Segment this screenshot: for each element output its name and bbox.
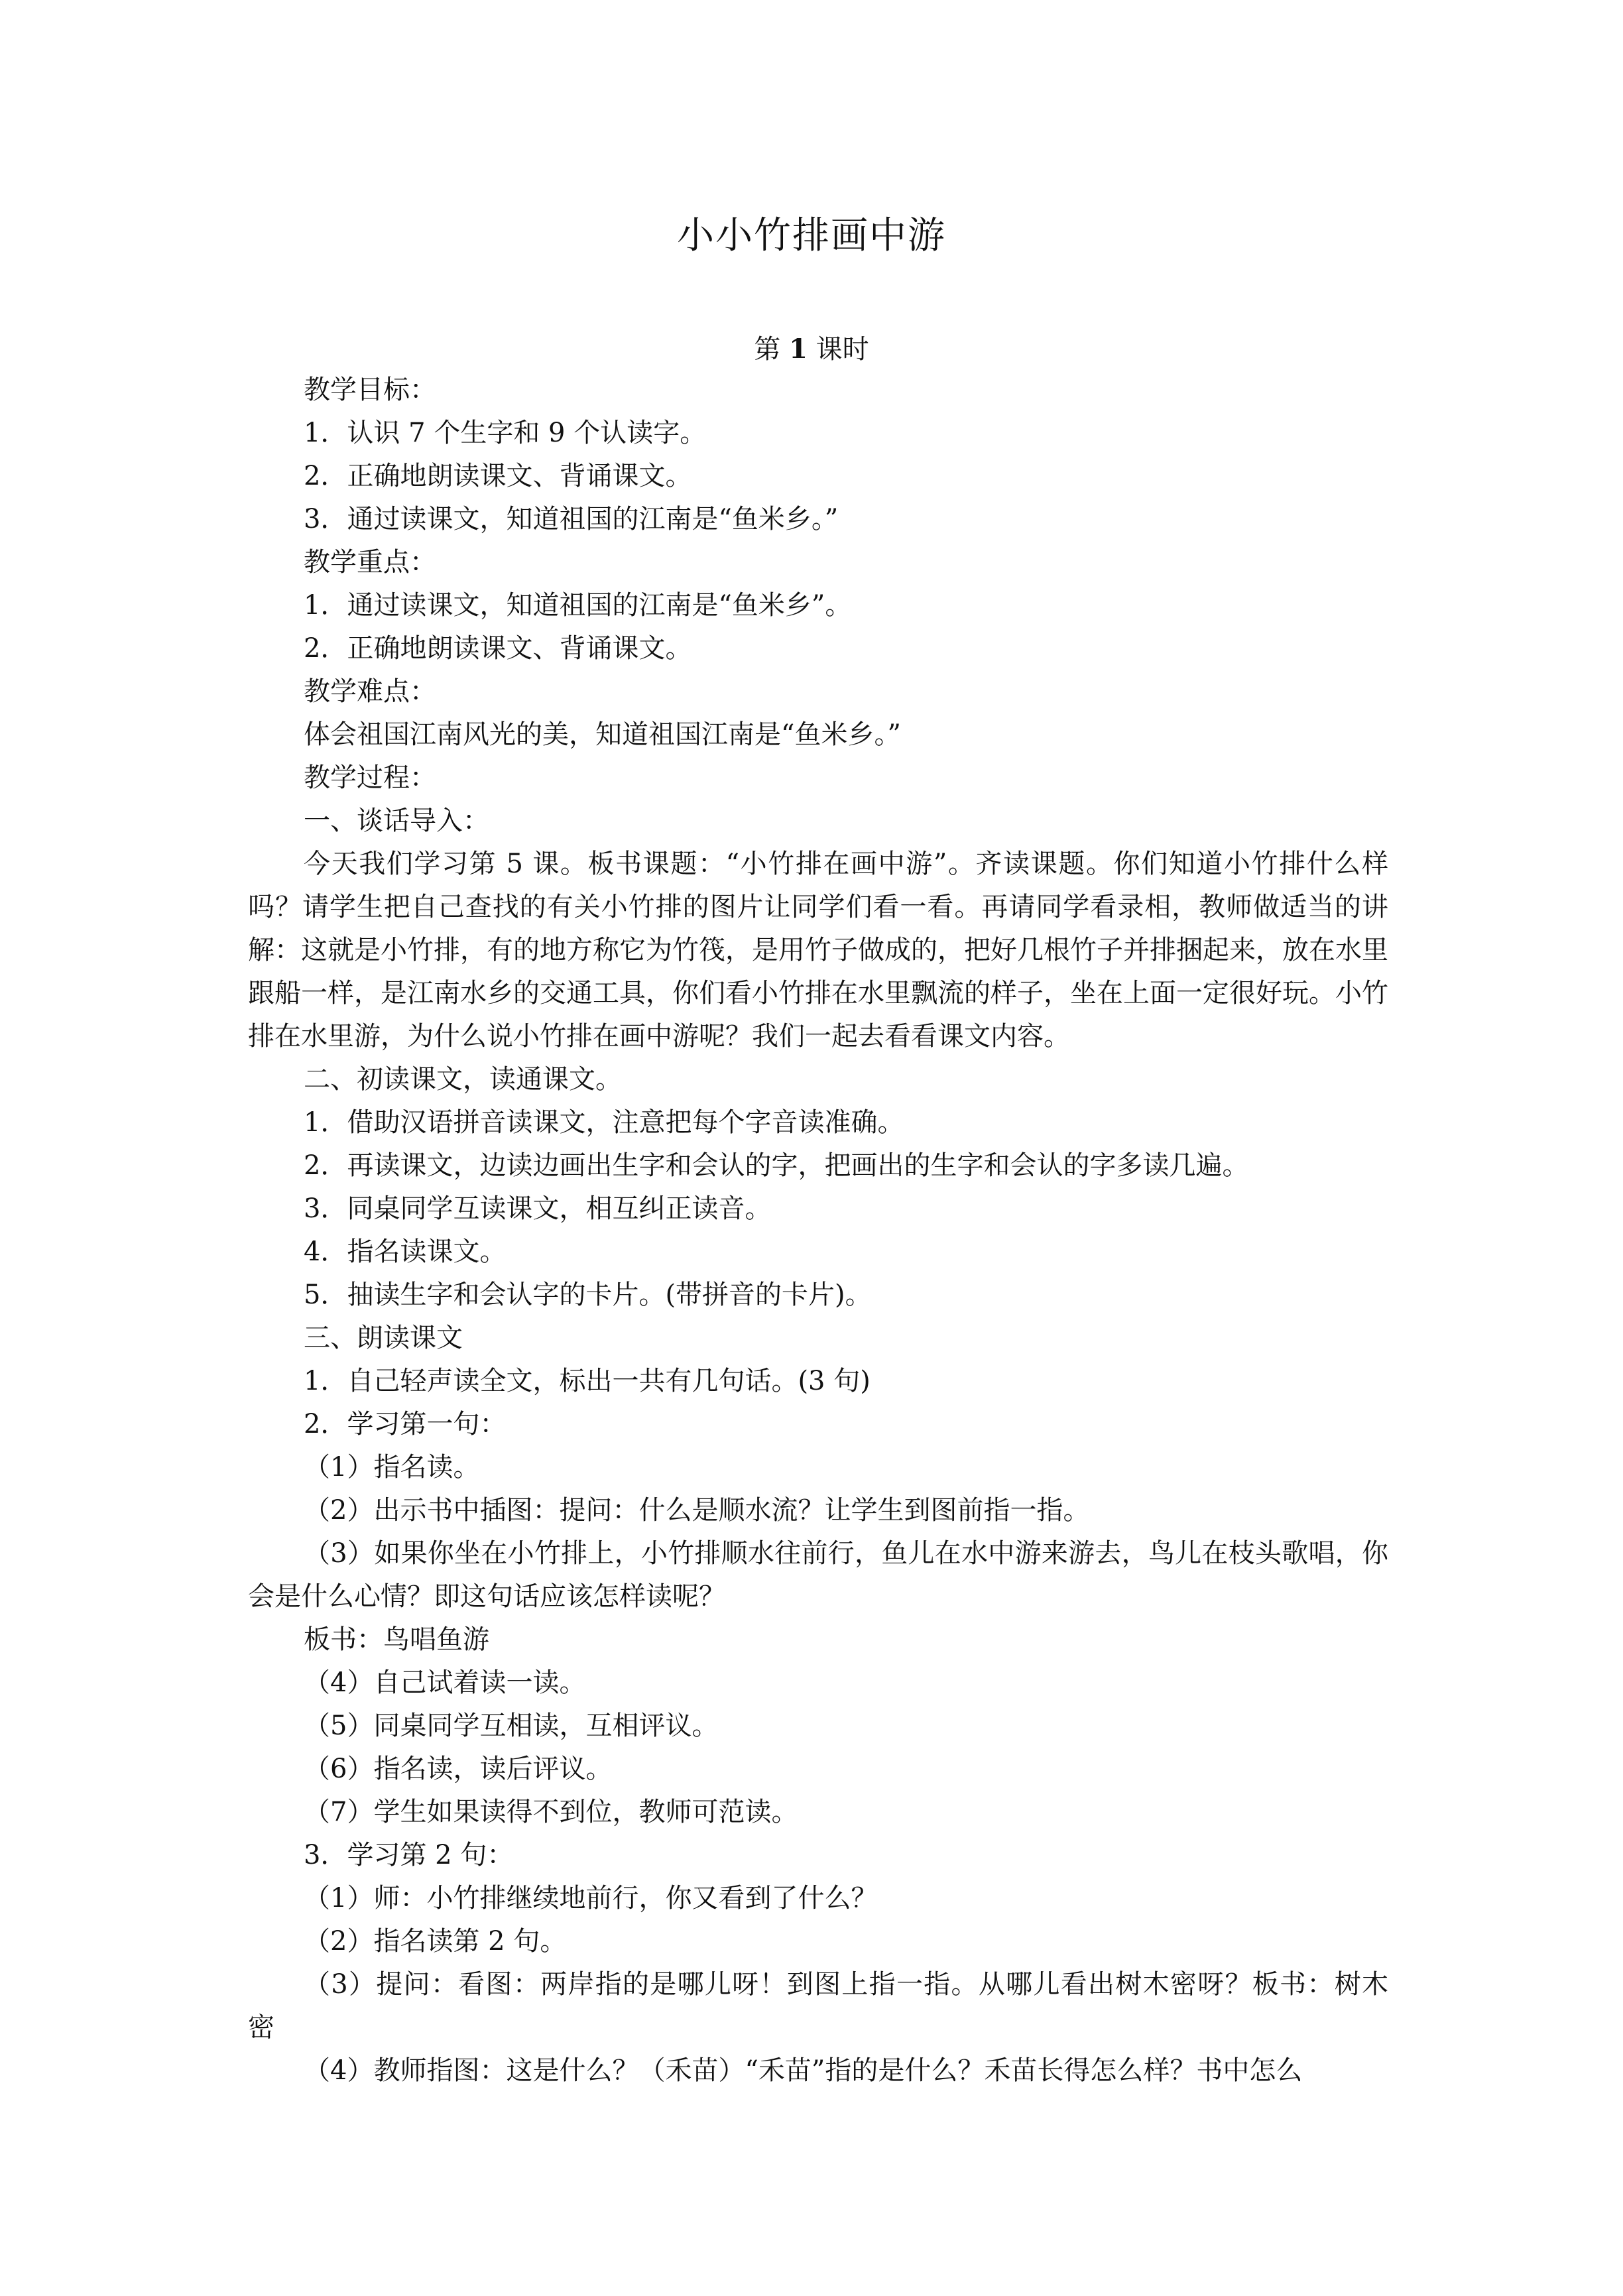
paragraph: 5．抽读生字和会认字的卡片。(带拼音的卡片)。 bbox=[304, 1280, 872, 1310]
paragraph: 2．正确地朗读课文、背诵课文。 bbox=[304, 633, 692, 664]
paragraph: （5）同桌同学互相读，互相评议。 bbox=[304, 1711, 719, 1741]
paragraph: （1）指名读。 bbox=[304, 1452, 480, 1482]
paragraph: 教学过程： bbox=[304, 762, 436, 793]
paragraph: （7）学生如果读得不到位，教师可范读。 bbox=[304, 1797, 798, 1827]
paragraph: （2）出示书中插图：提问：什么是顺水流？让学生到图前指一指。 bbox=[304, 1495, 1090, 1526]
paragraph: 3．学习第 2 句： bbox=[304, 1840, 514, 1870]
paragraph: 三、朗读课文 bbox=[304, 1323, 463, 1353]
paragraph: 教学难点： bbox=[304, 676, 436, 707]
paragraph: 教学目标： bbox=[304, 375, 436, 405]
paragraph: 今天我们学习第 5 课。板书课题：“小竹排在画中游”。齐读课题。你们知道小竹排什么样吗？请学生把自己查找的有关小竹排的图片让同学们看一看。再请同学看录相，教师做适当的讲解：这就是小竹排，有的地方称它为竹筏，是用竹子做成的，把好几根竹子并排捆起来，放在水里跟船一样，是江南水乡的交通工具，你们看小竹排在水里飘流的样子，坐在上面一定很好玩。小竹排在水里游，为什么说小竹排在画中游呢？我们一起去看看课文内容。 bbox=[248, 849, 1388, 1052]
paragraph: 2．正确地朗读课文、背诵课文。 bbox=[304, 461, 692, 491]
lesson-number: 1 bbox=[789, 333, 808, 365]
paragraph: 1．认识 7 个生字和 9 个认读字。 bbox=[304, 418, 707, 448]
paragraph: 教学重点： bbox=[304, 547, 436, 577]
paragraph: 1．自己轻声读全文，标出一共有几句话。(3 句) bbox=[304, 1366, 871, 1396]
paragraph: 1．通过读课文，知道祖国的江南是“鱼米乡”。 bbox=[304, 590, 852, 621]
paragraph: （4）自己试着读一读。 bbox=[304, 1667, 586, 1698]
paragraph: 体会祖国江南风光的美，知道祖国江南是“鱼米乡。” bbox=[304, 719, 901, 750]
paragraph: 4．指名读课文。 bbox=[304, 1237, 507, 1267]
paragraph: 3．同桌同学互读课文，相互纠正读音。 bbox=[304, 1193, 772, 1224]
lesson-heading bbox=[0, 332, 1623, 367]
document-body bbox=[248, 369, 1388, 2092]
paragraph: 板书：鸟唱鱼游 bbox=[304, 1624, 489, 1655]
paragraph: （3）提问：看图：两岸指的是哪儿呀！到图上指一指。从哪儿看出树木密呀？板书：树木 密 bbox=[248, 1969, 1388, 2043]
lesson-suffix: 课时 bbox=[807, 334, 869, 365]
paragraph: （4）教师指图：这是什么？（禾苗）“禾苗”指的是什么？禾苗长得怎么样？书中怎么 bbox=[304, 2055, 1303, 2086]
paragraph: （1）师：小竹排继续地前行，你又看到了什么？ bbox=[304, 1883, 878, 1913]
paragraph: 3．通过读课文，知道祖国的江南是“鱼米乡。” bbox=[304, 504, 839, 534]
page-title: 小小竹排画中游 bbox=[677, 214, 946, 257]
paragraph: （2）指名读第 2 句。 bbox=[304, 1926, 567, 1957]
lesson-prefix: 第 bbox=[754, 334, 790, 365]
paragraph: 2．再读课文，边读边画出生字和会认的字，把画出的生字和会认的字多读几遍。 bbox=[304, 1150, 1249, 1181]
paragraph: （6）指名读，读后评议。 bbox=[304, 1754, 613, 1784]
paragraph: 二、初读课文，读通课文。 bbox=[304, 1064, 622, 1095]
paragraph: （3）如果你坐在小竹排上，小竹排顺水往前行，鱼儿在水中游来游去，鸟儿在枝头歌唱，你会是什么心情？即这句话应该怎样读呢？ bbox=[248, 1538, 1388, 1612]
paragraph: 2．学习第一句： bbox=[304, 1409, 507, 1439]
paragraph: 1．借助汉语拼音读课文，注意把每个字音读准确。 bbox=[304, 1107, 904, 1138]
paragraph: 一、谈话导入： bbox=[304, 806, 489, 836]
